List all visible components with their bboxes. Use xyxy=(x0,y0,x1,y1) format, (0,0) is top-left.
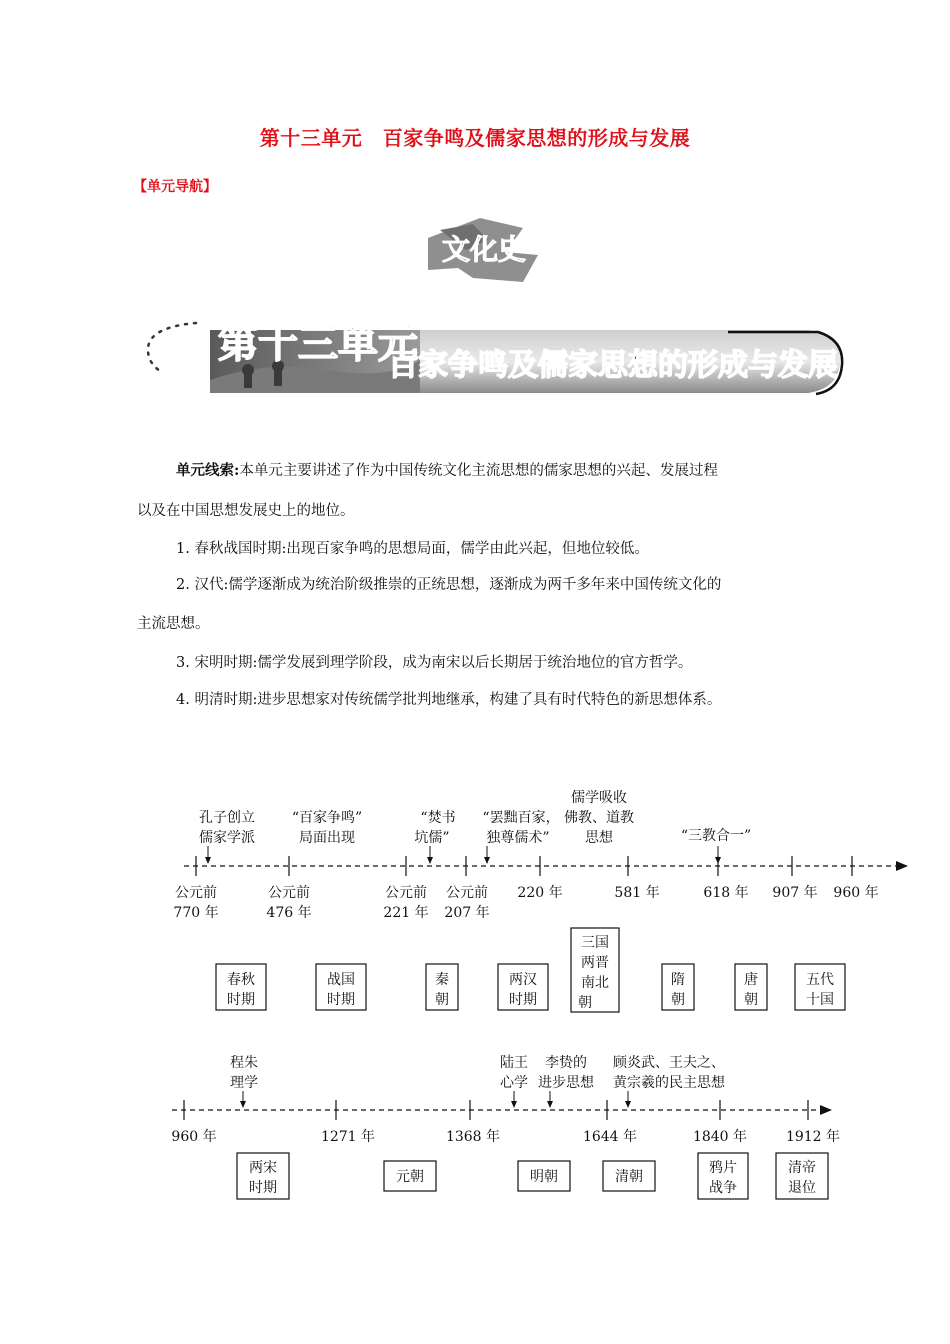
period-label: 朝 xyxy=(671,992,685,1008)
timeline2-event-label: 顾炎武、王夫之、 xyxy=(613,1055,725,1071)
timeline1-arrowhead xyxy=(896,861,908,871)
clue-item-3: 3. 宋明时期:儒学发展到理学阶段，成为南宋以后长期居于统治地位的官方哲学。 xyxy=(176,655,693,671)
timeline2-tick-label: 1271 年 xyxy=(320,1129,376,1145)
clue-item-2: 2. 汉代:儒学逐渐成为统治阶级推崇的正统思想，逐渐成为两千多年来中国传统文化的 xyxy=(176,577,722,593)
timeline1-event-label: 佛教、道教 xyxy=(564,810,634,826)
period-label: 朝 xyxy=(435,992,449,1008)
period-label: 唐 xyxy=(744,972,758,988)
period-label: 元朝 xyxy=(396,1169,424,1185)
banner-subtitle: 百家争鸣及儒家思想的形成与发展 xyxy=(388,348,838,383)
period-label: 朝 xyxy=(578,995,592,1011)
timeline2-event-label: 进步思想 xyxy=(538,1075,594,1091)
section-label: 【单元导航】 xyxy=(133,179,217,195)
timeline1-tick-label: 220 年 xyxy=(517,885,563,901)
period-label: 时期 xyxy=(249,1180,277,1196)
timeline1-event-label: “罢黜百家， xyxy=(482,810,560,826)
timeline2-event-label: 陆王 xyxy=(500,1055,528,1071)
timeline1-event-label: 坑儒” xyxy=(414,830,450,846)
period-label: 南北 xyxy=(581,975,609,991)
timeline1-event-label: 独尊儒术” xyxy=(486,830,550,846)
timeline1-event-label: 孔子创立 xyxy=(199,810,255,826)
timeline2-tick-label: 1644 年 xyxy=(582,1129,638,1145)
timeline2-event-label: 心学 xyxy=(500,1075,528,1091)
timeline-diagram xyxy=(0,770,950,1220)
period-label: 三国 xyxy=(581,935,609,951)
unit-banner xyxy=(128,210,848,404)
clue-label: 单元线索 xyxy=(176,462,234,479)
timeline1-tick-label: 476 年 xyxy=(266,905,312,921)
period-label: 两汉 xyxy=(509,972,537,988)
timeline1-tick-label: 公元前 xyxy=(268,885,310,901)
period-label: 隋 xyxy=(671,972,685,988)
period-label: 朝 xyxy=(744,992,758,1008)
timeline1-tick-label: 907 年 xyxy=(772,885,818,901)
period-label: 战争 xyxy=(709,1180,737,1196)
timeline2-tick-label: 1840 年 xyxy=(692,1129,748,1145)
timeline1-event-label: 儒家学派 xyxy=(199,830,255,846)
period-label: 鸦片 xyxy=(709,1160,737,1176)
banner-unit: 第十三单元 xyxy=(218,320,418,367)
timeline2-event-label: 李贽的 xyxy=(545,1055,587,1071)
timeline2-tick-label: 1368 年 xyxy=(445,1129,501,1145)
timeline1-event-label: “焚书 xyxy=(420,810,456,826)
banner-graphic xyxy=(128,210,848,400)
period-label: 十国 xyxy=(806,992,834,1008)
period-label: 春秋 xyxy=(227,972,255,988)
clue-item-1: 1. 春秋战国时期:出现百家争鸣的思想局面，儒学由此兴起，但地位较低。 xyxy=(176,541,649,557)
timeline2-event-label: 黄宗羲的民主思想 xyxy=(613,1075,725,1091)
timeline2-event-label: 理学 xyxy=(230,1075,258,1091)
period-label: 两宋 xyxy=(249,1160,277,1176)
clue-intro-line2: 以及在中国思想发展史上的地位。 xyxy=(137,503,355,519)
period-label: 清朝 xyxy=(615,1169,643,1185)
period-label: 时期 xyxy=(327,992,355,1008)
dotted-arc xyxy=(148,323,196,372)
timeline1-tick-label: 581 年 xyxy=(614,885,660,901)
timeline1-tick-label: 221 年 xyxy=(383,905,429,921)
period-label: 战国 xyxy=(327,972,355,988)
period-label: 两晋 xyxy=(581,955,609,971)
clue-intro-line1: 单元线索:本单元主要讲述了作为中国传统文化主流思想的儒家思想的兴起、发展过程 xyxy=(176,462,718,479)
period-label: 时期 xyxy=(509,992,537,1008)
clue-item-4: 4. 明清时期:进步思想家对传统儒学批判地继承，构建了具有时代特色的新思想体系。 xyxy=(176,692,722,708)
timeline2-arrowhead xyxy=(820,1105,832,1115)
timeline1-tick-label: 770 年 xyxy=(173,905,219,921)
timeline1-event-label: “百家争鸣” xyxy=(291,810,363,826)
period-label: 时期 xyxy=(227,992,255,1008)
banner-badge: 文化史 xyxy=(441,233,527,266)
timeline2-event-label: 程朱 xyxy=(230,1055,258,1071)
timeline1-tick-label: 207 年 xyxy=(444,905,490,921)
timeline1-tick-label: 960 年 xyxy=(833,885,879,901)
timeline2-tick-label: 1912 年 xyxy=(785,1129,841,1145)
timeline2-tick-label: 960 年 xyxy=(171,1129,217,1145)
period-label: 明朝 xyxy=(530,1169,558,1185)
page-title: 第十三单元 百家争鸣及儒家思想的形成与发展 xyxy=(259,126,691,150)
timeline1-event-label: “三教合一” xyxy=(680,828,752,844)
period-label: 秦 xyxy=(435,972,449,988)
timeline1-event-label: 局面出现 xyxy=(299,830,355,846)
timeline1-tick-label: 618 年 xyxy=(703,885,749,901)
timeline1-event-label: 思想 xyxy=(585,830,613,846)
timeline1-tick-label: 公元前 xyxy=(385,885,427,901)
period-label: 退位 xyxy=(788,1180,816,1196)
period-label: 五代 xyxy=(806,972,834,988)
timeline1-tick-label: 公元前 xyxy=(175,885,217,901)
timeline1-tick-label: 公元前 xyxy=(446,885,488,901)
period-label: 清帝 xyxy=(788,1160,816,1176)
timeline1-event-label: 儒学吸收 xyxy=(571,790,627,806)
clue-item-2-cont: 主流思想。 xyxy=(137,616,210,632)
